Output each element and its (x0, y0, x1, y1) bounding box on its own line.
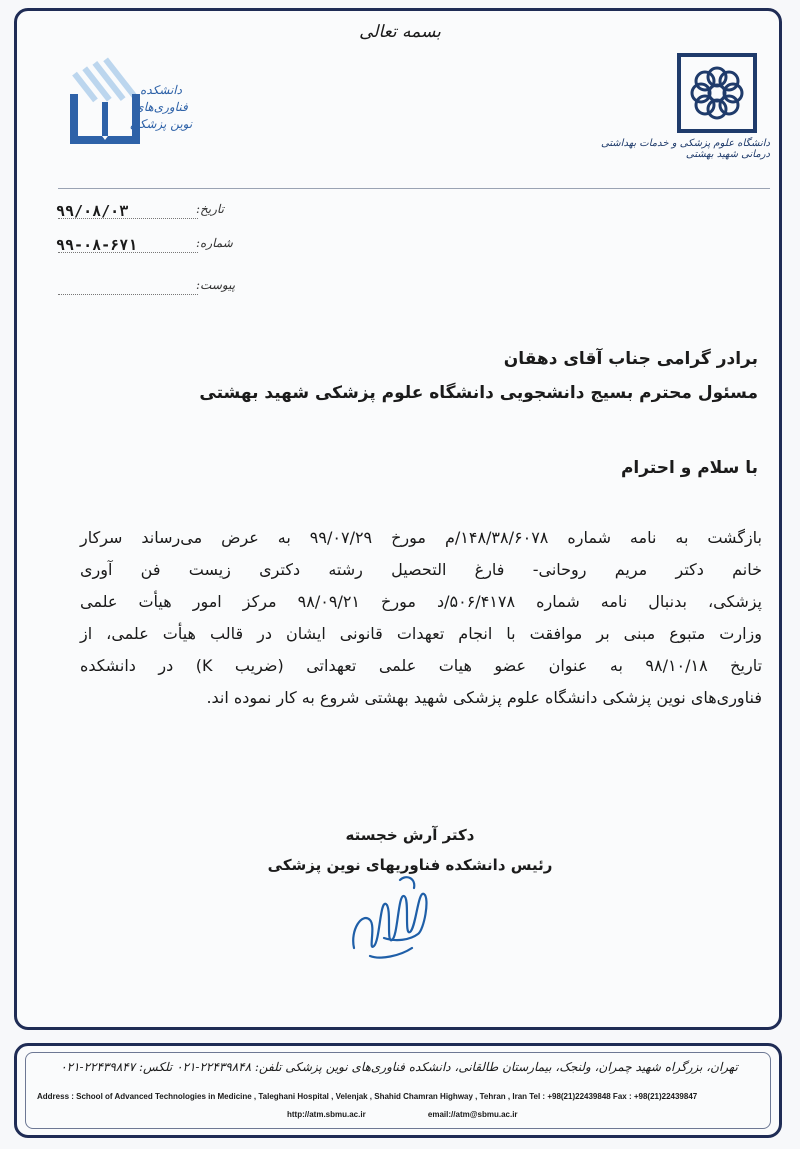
greeting: با سلام و احترام (620, 458, 758, 478)
university-emblem-icon (676, 52, 758, 134)
addressee-block (60, 342, 758, 410)
date-label: تاریخ: (196, 202, 224, 216)
letter-body (80, 522, 762, 714)
number-label: شماره: (196, 236, 233, 250)
signatory-name: دکتر آرش خجسته (345, 826, 475, 844)
date-value: ۹۹/۰۸/۰۳ (56, 202, 129, 220)
handwritten-signature-icon (340, 860, 450, 970)
logo-line: فناوری‌های (134, 100, 188, 114)
addressee-line: برادر گرامی جناب آقای دهقان (503, 349, 758, 369)
body-line: تاریخ ۹۸/۱۰/۱۸ به عنوان عضو هیات علمی تعهداتی (ضریب K) در دانشکده (80, 656, 763, 675)
number-row (48, 236, 233, 258)
footer-links (287, 1110, 607, 1119)
body-line: خانم دکتر مریم روحانی- فارغ التحصیل رشته دکتری زیست فن آوری (80, 560, 762, 579)
dotted-line (58, 218, 198, 219)
number-value: ۹۹-۰۸-۶۷۱ (56, 236, 138, 254)
logo-line: دانشکده (140, 83, 182, 97)
footer-frame (14, 1043, 782, 1138)
date-row (48, 202, 224, 224)
dotted-line (58, 252, 198, 253)
body-line: فناوری‌های نوین پزشکی دانشگاه علوم پزشکی شهید بهشتی شروع به کار نموده اند. (206, 688, 762, 707)
addressee-line: مسئول محترم بسیج دانشجویی دانشگاه علوم پزشکی شهید بهشتی (199, 383, 758, 403)
header-divider (58, 188, 770, 189)
invocation: بسمه تعالی (359, 22, 441, 42)
university-name: دانشگاه علوم پزشکی و خدمات بهداشتی درمانی شهید بهشتی (600, 138, 770, 160)
signatory-title: رئیس دانشکده فناوریهای نوین پزشکی (267, 856, 553, 874)
logo-line: نوین پزشکی (129, 117, 193, 131)
website-link[interactable]: http://atm.sbmu.ac.ir (287, 1110, 366, 1119)
email-link[interactable]: email://atm@sbmu.ac.ir (427, 1110, 518, 1119)
dotted-line (58, 294, 198, 295)
body-line: پزشکی، بدنبال نامه شماره ۵۰۶/۴۱۷۸/د مورخ ۹۸/۰۹/۲۱ مرکز امور هیأت علمی (80, 592, 763, 611)
attachment-label: پیوست: (196, 278, 236, 292)
school-logo-text (120, 82, 202, 133)
footer-address-en: Address : School of Advanced Technologies in Medicine , Taleghani Hospital , Velenjak , Shahid Chamran Highway , Tehran , Iran Tel : +98(21)22439848 Fax : +98(21)22439847 (37, 1092, 698, 1101)
body-line: بازگشت به نامه شماره ۱۴۸/۳۸/۶۰۷۸/م مورخ ۹۹/۰۷/۲۹ به عرض می‌رساند سرکار (80, 528, 763, 547)
attachment-row (48, 278, 236, 300)
body-line: وزارت متبوع مبنی بر موافقت با انجام تعهدات قانونی ایشان در قالب هیأت علمی، از (80, 624, 762, 643)
footer-address-fa: تهران، بزرگراه شهید چمران، ولنجک، بیمارستان طالقانی، دانشکده فناوری‌های نوین پزشکی تلفن: ۲۲۴۳۹۸۴۸-۰۲۱ تلکس: ۲۲۴۳۹۸۴۷-۰۲۱ (60, 1060, 738, 1074)
